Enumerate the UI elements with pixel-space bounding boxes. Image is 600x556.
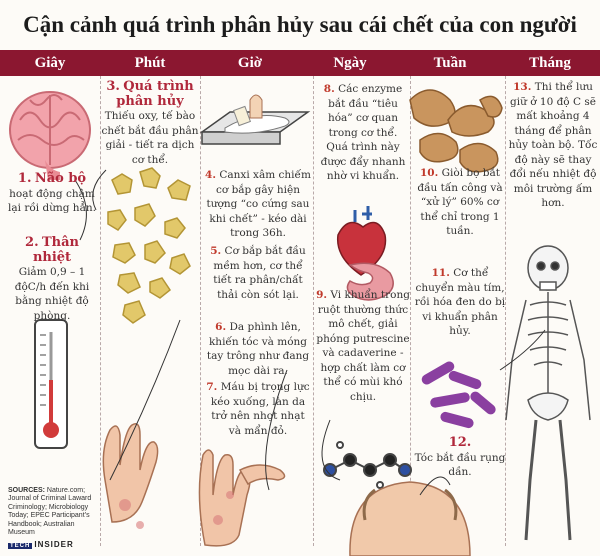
step-2	[4, 236, 100, 323]
sources-label: SOURCES:	[8, 487, 45, 494]
step-2-num: 2.	[25, 235, 39, 250]
time-unit-days: Ngày	[333, 55, 367, 71]
step-1-num: 1.	[17, 171, 32, 186]
skeleton-icon	[506, 246, 590, 540]
time-unit-months: Tháng	[529, 55, 571, 71]
step-2-heading: Thân nhiệt	[32, 235, 79, 265]
brain-icon	[10, 92, 90, 180]
page-title: Cận cảnh quá trình phân hủy sau cái chết của con người	[23, 12, 577, 37]
thermometer-icon	[35, 320, 67, 448]
bald-head-icon	[350, 482, 470, 556]
step-3	[100, 80, 200, 167]
time-unit-minutes: Phút	[134, 55, 166, 71]
step-12	[414, 436, 506, 480]
fluid-globules-icon	[108, 168, 190, 323]
step-12-text: Tóc bắt đầu rụng dần.	[414, 451, 506, 478]
step-3-heading: Quá trình phân hủy	[116, 79, 194, 109]
molecule-icon	[324, 442, 411, 488]
step-2-text: Giảm 0,9 – 1 độC/h đến khi bằng nhiệt độ phòng.	[14, 266, 90, 322]
bacteria-icon	[420, 360, 498, 430]
brand-logo: TECH INSIDER	[10, 540, 74, 549]
step-5: 5. Cơ bắp bắt đầu mềm hơn, cơ thể tiết ra phân/chất thải còn sót lại.	[210, 245, 306, 301]
step-11: 11. Cơ thể chuyển màu tím, rồi hóa đen do bị vi khuẩn phân hủy.	[414, 267, 506, 337]
time-unit-seconds: Giây	[34, 55, 66, 71]
step-9: 9. Vi khuẩn trong ruột thường thức mô chết, giải phóng putrescine và cadaverine - hợp chất làm cơ thể có mùi khó chịu.	[316, 289, 410, 403]
step-1-text: hoạt động chậm lại rồi dừng hẳn.	[8, 187, 96, 214]
step-3-text: Thiếu oxy, tế bào chết bắt đầu phân giải - tiết ra dịch cơ thể.	[101, 110, 199, 166]
step-3-num: 3.	[106, 79, 120, 94]
step-7: 7. Máu bị trọng lực kéo xuống, làn da trở nên nhợt nhạt và mẩn đỏ.	[206, 381, 310, 437]
decaying-fingers-icon	[103, 424, 284, 546]
maggots-icon	[410, 90, 502, 172]
step-1-heading: Não bộ	[34, 171, 87, 186]
step-12-num: 12.	[448, 435, 472, 450]
step-4: 4. Canxi xâm chiếm cơ bắp gây hiện tượng “co cứng sau khi chết” - kéo dài trong 36h.	[205, 169, 311, 239]
morgue-body-icon	[202, 95, 308, 144]
step-6: 6. Da phình lên, khiến tóc và móng tay trông như đang mọc dài ra.	[206, 321, 310, 377]
sources-text: Nature.com; Journal of Criminal Laward Criminology; Microbiology Today; EPEC Participant’s Handbook; Australian Museum	[8, 487, 92, 537]
step-13: 13. Thi thể lưu giữ ở 10 độ C sẽ mất khoảng 4 tháng để phân hủy toàn bộ. Tốc độ này sẽ thay đổi nếu nhiệt độ môi trường ấm hơn.	[508, 81, 598, 209]
time-unit-hours: Giờ	[237, 55, 263, 71]
step-8: 8. Các enzyme bắt đầu “tiêu hóa” cơ quan trong cơ thể. Quá trình này được đẩy nhanh nhờ vi khuẩn.	[320, 83, 406, 182]
step-1	[4, 172, 100, 216]
sources-credit	[8, 487, 103, 537]
step-10: 10. Giòi bọ bắt đầu tấn công và “xử lý” 60% cơ thể chỉ trong 1 tuần.	[417, 167, 503, 237]
time-unit-weeks: Tuần	[433, 55, 467, 71]
